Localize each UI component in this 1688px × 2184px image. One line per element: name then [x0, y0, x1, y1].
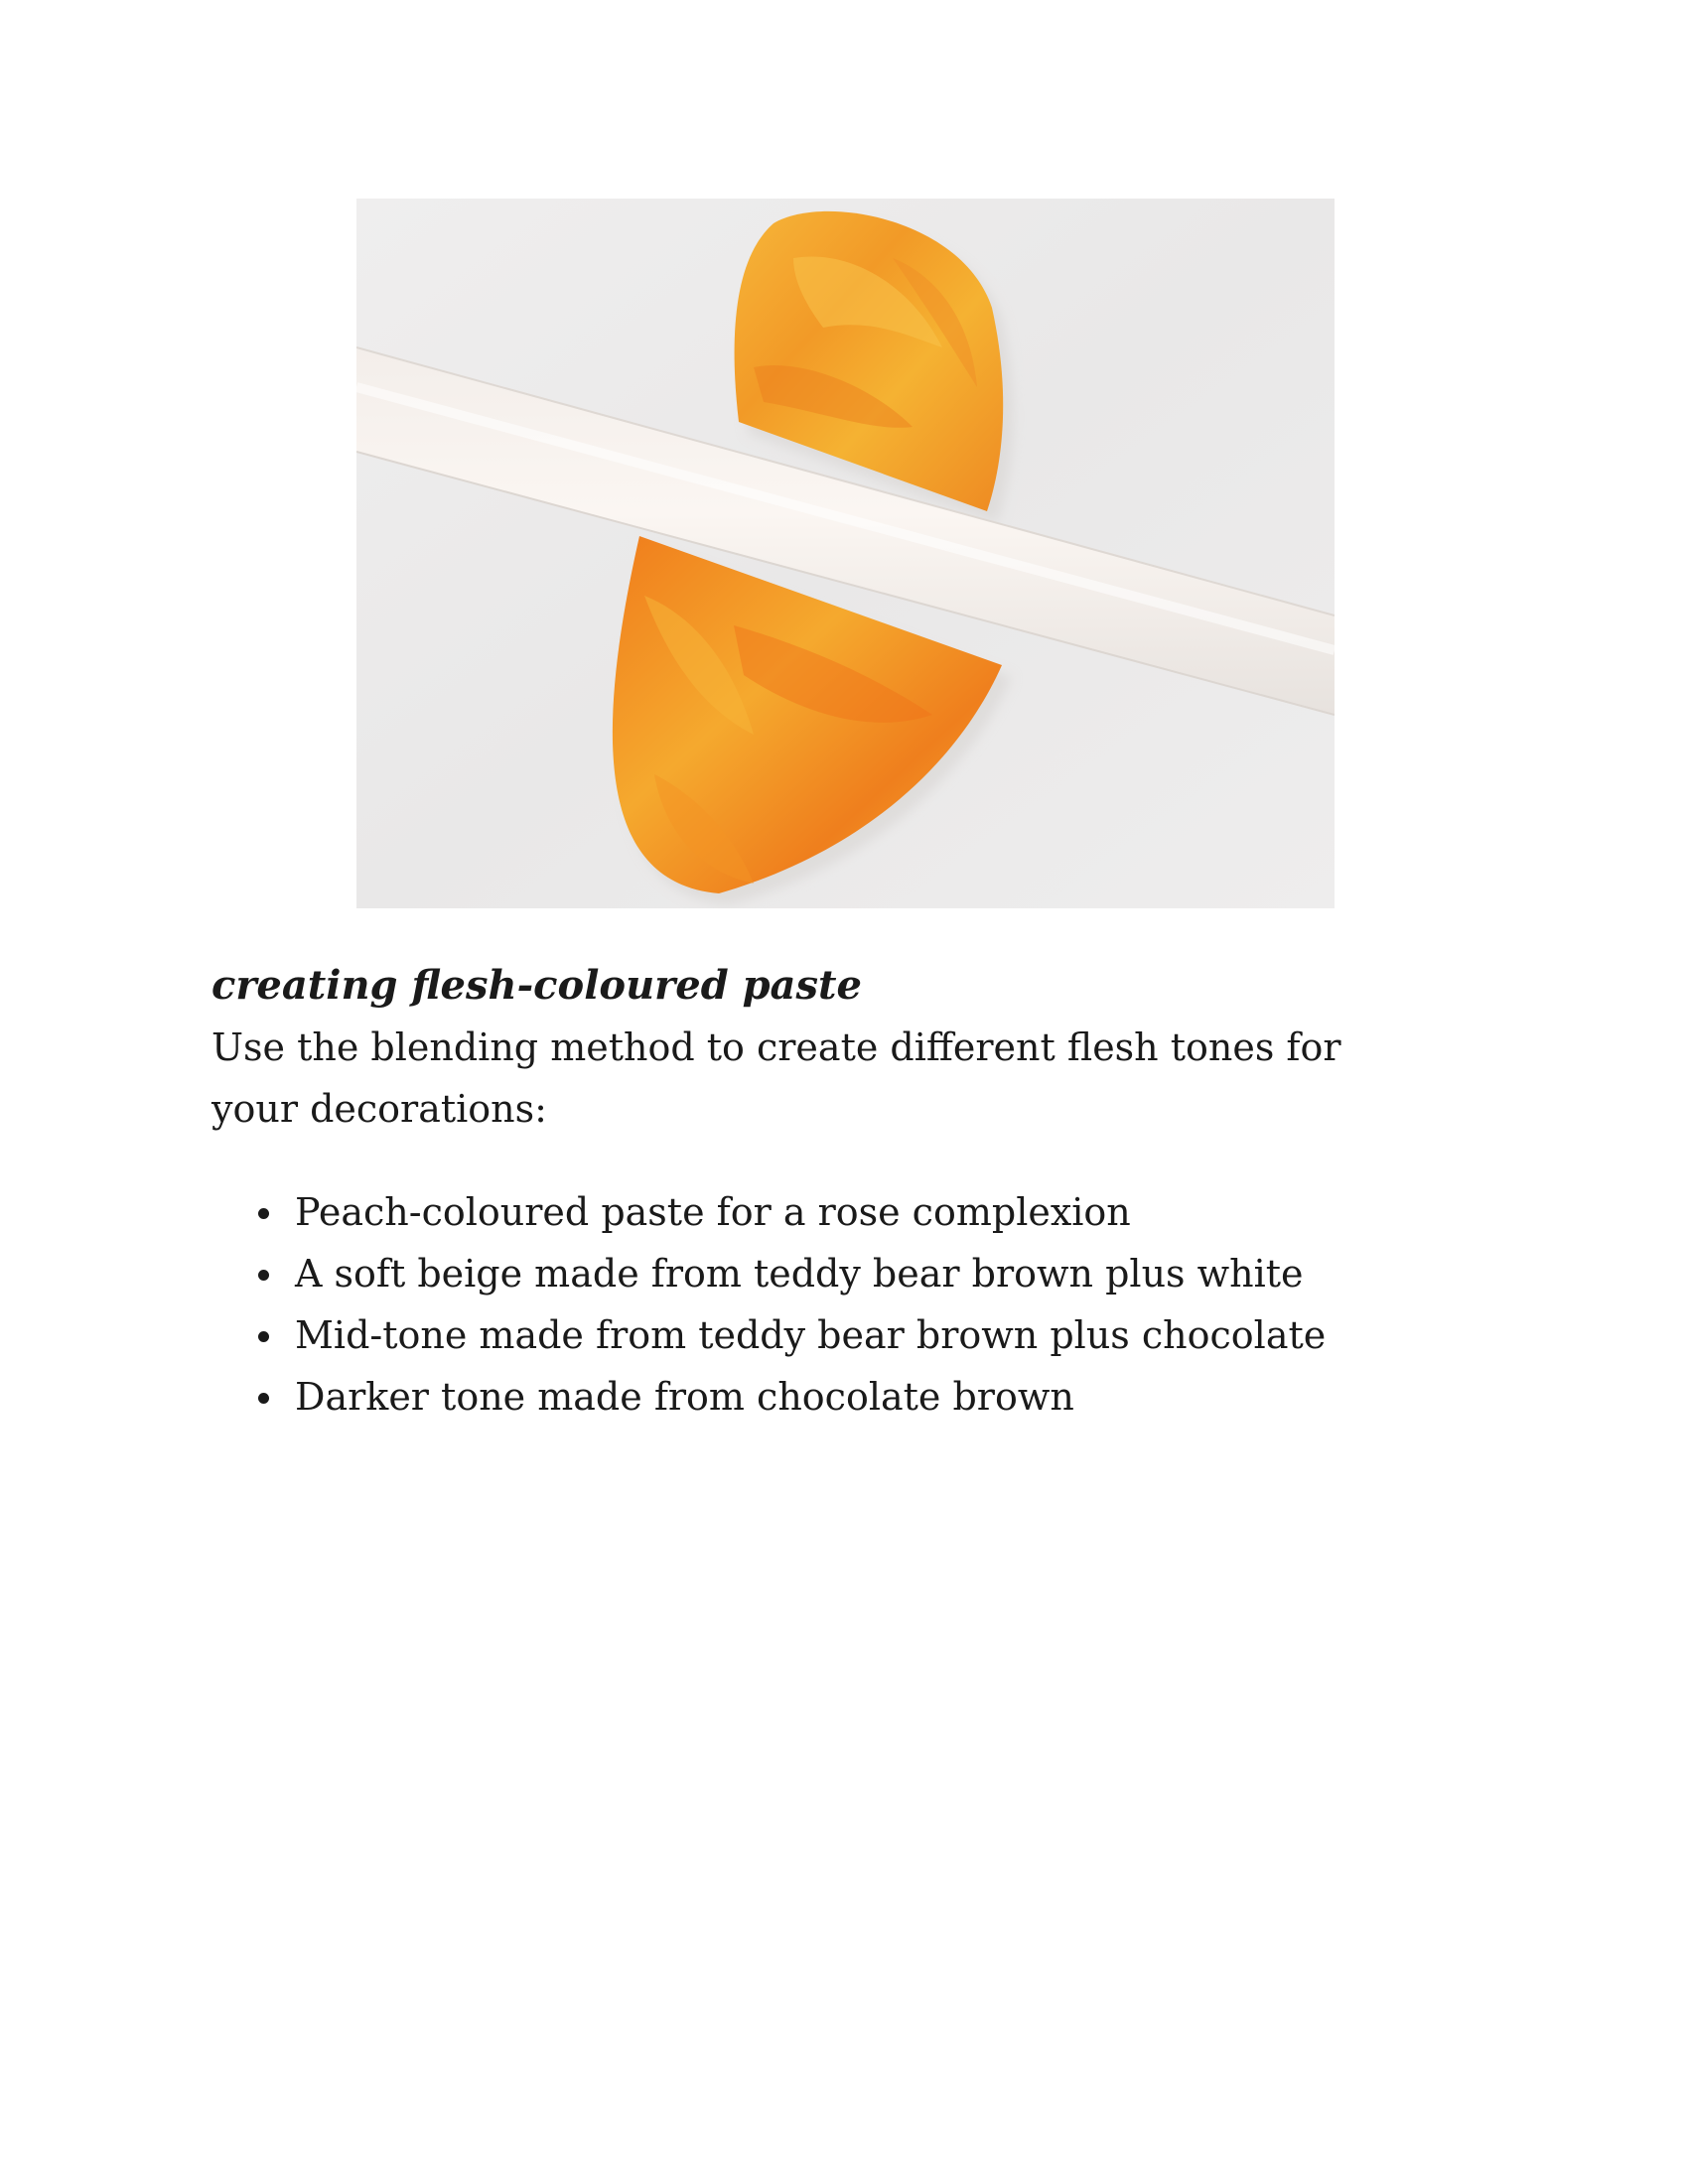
bullet-icon — [258, 1270, 269, 1281]
list-item-text: Darker tone made from chocolate brown — [295, 1375, 1074, 1419]
bullet-icon — [258, 1331, 269, 1342]
list-item-text: Peach-coloured paste for a rose complexion — [295, 1190, 1131, 1234]
intro-paragraph: Use the blending method to create different flesh tones for your decorations: — [211, 1025, 1341, 1131]
list-item — [211, 1181, 1492, 1243]
flesh-tone-list — [211, 1181, 1492, 1428]
list-item — [211, 1304, 1492, 1366]
text-section — [211, 955, 1492, 1428]
bullet-icon — [258, 1208, 269, 1219]
list-item — [211, 1366, 1492, 1428]
bullet-icon — [258, 1393, 269, 1404]
list-item-text: Mid-tone made from teddy bear brown plus chocolate — [295, 1313, 1327, 1357]
list-item — [211, 1243, 1492, 1304]
paste-rolling-photo — [356, 199, 1335, 908]
section-heading: creating flesh-coloured paste — [211, 962, 862, 1009]
list-item-text: A soft beige made from teddy bear brown plus white — [295, 1252, 1304, 1296]
